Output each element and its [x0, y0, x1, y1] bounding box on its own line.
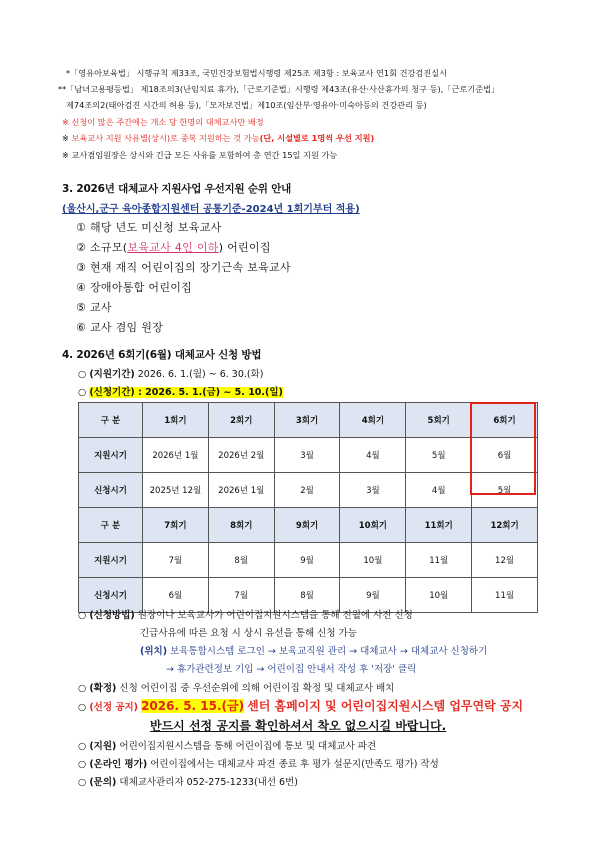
table-cell: 12월 — [472, 543, 538, 578]
confirm-label: (확정) — [89, 683, 117, 694]
confirm-line — [78, 680, 394, 694]
note-mark: ※ — [62, 117, 72, 127]
confirm-text: 신청 어린이집 중 우선순위에 의해 어린이집 확정 및 대체교사 배치 — [119, 683, 395, 694]
table-cell: 6월 — [472, 438, 538, 473]
priority-text-highlight: 보육교사 4인 이하 — [127, 241, 219, 254]
table-header-cell: 8회기 — [208, 508, 274, 543]
table-row-label: 신청시기 — [79, 578, 143, 613]
table-cell: 2026년 1월 — [143, 438, 209, 473]
priority-text: 교사 겸임 원장 — [89, 321, 164, 334]
table-row — [79, 508, 538, 543]
priority-num: ⑤ — [76, 301, 87, 314]
table-cell: 6월 — [143, 578, 209, 613]
table-cell: 5월 — [472, 473, 538, 508]
bullet-icon: ○ — [78, 387, 87, 398]
bullet-icon: ○ — [78, 741, 87, 752]
inquiry-text: 대체교사관리자 052-275-1233(내선 6번) — [119, 777, 298, 788]
priority-num: ④ — [76, 281, 87, 294]
table-cell: 2026년 1월 — [208, 473, 274, 508]
apply-period-line — [78, 384, 283, 398]
note-2-bold: (단, 시설별로 1명씩 우선 지원) — [259, 133, 375, 143]
table-header-cell: 10회기 — [340, 508, 406, 543]
online-eval-line — [78, 756, 439, 770]
apply-period-value: (신청기간) : 2026. 5. 1.(금) ~ 5. 10.(일) — [89, 387, 283, 398]
table-cell: 8월 — [274, 578, 340, 613]
online-eval-label: (온라인 평가) — [89, 759, 148, 770]
priority-num: ① — [76, 221, 87, 234]
online-eval-text: 어린이집에서는 대체교사 파견 종료 후 평가 설문지(만족도 평가) 작성 — [150, 759, 439, 770]
highlight-box-6th-period — [470, 402, 536, 495]
location-text-1: 보육통합시스템 로그인 → 보육교직원 관리 → 대체교사 → 대체교사 신청하기 — [170, 646, 488, 657]
priority-text: 교사 — [89, 301, 112, 314]
table-cell: 4월 — [406, 473, 472, 508]
priority-item-6 — [76, 319, 163, 335]
bullet-icon: ○ — [78, 759, 87, 770]
table-row-label: 신청시기 — [79, 473, 143, 508]
priority-item-1 — [76, 219, 222, 235]
inquiry-line — [78, 774, 298, 788]
notice-text: 센터 홈페이지 및 어린이집지원시스템 업무연락 공지 — [247, 699, 524, 713]
bullet-icon: ○ — [78, 683, 87, 694]
priority-text: 현재 재직 어린이집의 장기근속 보육교사 — [89, 261, 291, 274]
notice-warning: 반드시 선정 공지를 확인하셔서 착오 없으시길 바랍니다. — [150, 719, 447, 733]
notice-date: 2026. 5. 15.(금) — [141, 699, 245, 713]
table-cell: 9월 — [340, 578, 406, 613]
priority-item-5 — [76, 299, 112, 315]
table-cell: 11월 — [472, 578, 538, 613]
table-row — [79, 473, 538, 508]
support-text: 어린이집지원시스템을 통해 어린이집에 통보 및 대체교사 파견 — [119, 741, 377, 752]
location-line — [140, 643, 487, 657]
table-cell: 3월 — [340, 473, 406, 508]
table-header-cell: 12회기 — [472, 508, 538, 543]
table-cell: 4월 — [340, 438, 406, 473]
table-cell: 7월 — [143, 543, 209, 578]
table-cell: 11월 — [406, 543, 472, 578]
table-cell: 5월 — [406, 438, 472, 473]
table-row-label: 지원시기 — [79, 438, 143, 473]
priority-text: 해당 년도 미신청 보육교사 — [89, 221, 222, 234]
footnote-2: **「남녀고용평등법」 제18조의3(난임치료 휴가),「근로기준법」시행령 제43조(유산·사산휴가의 청구 등),「근로기준법」 — [58, 84, 500, 94]
method-text-2: 긴급사유에 따른 요청 시 상시 유선을 통해 신청 가능 — [140, 628, 357, 639]
table-header-cell: 3회기 — [274, 403, 340, 438]
schedule-table — [78, 402, 538, 613]
priority-num: ③ — [76, 261, 87, 274]
note-1 — [62, 117, 264, 128]
table-header-cell: 11회기 — [406, 508, 472, 543]
note-mark: ※ — [62, 150, 72, 160]
table-cell: 10월 — [340, 543, 406, 578]
table-header-cell: 1회기 — [143, 403, 209, 438]
location-label: (위치) — [140, 646, 168, 657]
table-cell: 8월 — [208, 543, 274, 578]
method-text-1: 원장이나 보육교사가 어린이집지원시스템을 통해 전월에 사전 신청 — [137, 610, 413, 621]
table-row — [79, 403, 538, 438]
priority-item-2 — [76, 239, 271, 255]
note-2-text: 보육교사 지원 사유별(상시)로 중복 지원하는 것 가능 — [71, 133, 260, 143]
method-line — [78, 607, 413, 621]
method-label: (신청방법) — [89, 610, 135, 621]
note-1-text: 신청이 많은 주간에는 개소 당 한명의 대체교사만 배정 — [71, 117, 264, 127]
support-period-label: (지원기간) — [89, 369, 135, 380]
priority-text-pre: 소규모( — [89, 241, 128, 254]
table-cell: 2월 — [274, 473, 340, 508]
table-header-cell: 5회기 — [406, 403, 472, 438]
priority-item-4 — [76, 279, 192, 295]
table-cell: 7월 — [208, 578, 274, 613]
table-header-label: 구 분 — [79, 403, 143, 438]
footnote-3: 제74조의2(태아검진 시간의 허용 등),「모자보건법」제10조(임산부·영유아·미숙아등의 건강관리 등) — [66, 100, 427, 110]
note-3 — [62, 150, 337, 161]
table-cell: 2025년 12월 — [143, 473, 209, 508]
bullet-icon: ○ — [78, 702, 87, 713]
table-header-cell: 9회기 — [274, 508, 340, 543]
section3-title: 3. 2026년 대체교사 지원사업 우선지원 순위 안내 — [62, 183, 292, 195]
priority-text-post: ) 어린이집 — [218, 241, 271, 254]
section3-subtitle: (울산시,군구 육아종합지원센터 공통기준-2024년 1회기부터 적용) — [62, 204, 360, 215]
support-line — [78, 738, 376, 752]
table-row — [79, 543, 538, 578]
location-text-2: → 휴가관련정보 기입 → 어린이집 안내서 작성 후 '저장' 클릭 — [166, 664, 417, 675]
table-header-cell: 7회기 — [143, 508, 209, 543]
support-period-line — [78, 366, 264, 380]
support-label: (지원) — [89, 741, 117, 752]
priority-item-3 — [76, 259, 291, 275]
inquiry-label: (문의) — [89, 777, 117, 788]
table-cell: 10월 — [406, 578, 472, 613]
table-cell: 9월 — [274, 543, 340, 578]
priority-num: ② — [76, 241, 87, 254]
footnote-1: *「영유아보육법」 시행규칙 제33조, 국민건강보험법시행령 제25조 제3항 : 보육교사 연1회 건강검진실시 — [66, 68, 448, 78]
note-mark: ※ — [62, 133, 72, 143]
table-cell: 3월 — [274, 438, 340, 473]
notice-label: (선정 공지) — [89, 702, 139, 713]
support-period-value: 2026. 6. 1.(월) ~ 6. 30.(화) — [137, 369, 264, 380]
bullet-icon: ○ — [78, 610, 87, 621]
table-header-label: 구 분 — [79, 508, 143, 543]
table-header-cell: 2회기 — [208, 403, 274, 438]
note-2 — [62, 133, 374, 144]
bullet-icon: ○ — [78, 777, 87, 788]
table-row — [79, 438, 538, 473]
table-row-label: 지원시기 — [79, 543, 143, 578]
priority-text: 장애아통합 어린이집 — [89, 281, 193, 294]
table-header-cell: 6회기 — [472, 403, 538, 438]
note-3-text: 교사겸임원장은 상시와 긴급 모든 사유를 포함하여 총 연간 15일 지원 가능 — [71, 150, 338, 160]
table-cell: 2026년 2월 — [208, 438, 274, 473]
notice-line — [78, 697, 523, 714]
table-header-cell: 4회기 — [340, 403, 406, 438]
bullet-icon: ○ — [78, 369, 87, 380]
section4-title: 4. 2026년 6회기(6월) 대체교사 신청 방법 — [62, 349, 262, 361]
priority-num: ⑥ — [76, 321, 87, 334]
